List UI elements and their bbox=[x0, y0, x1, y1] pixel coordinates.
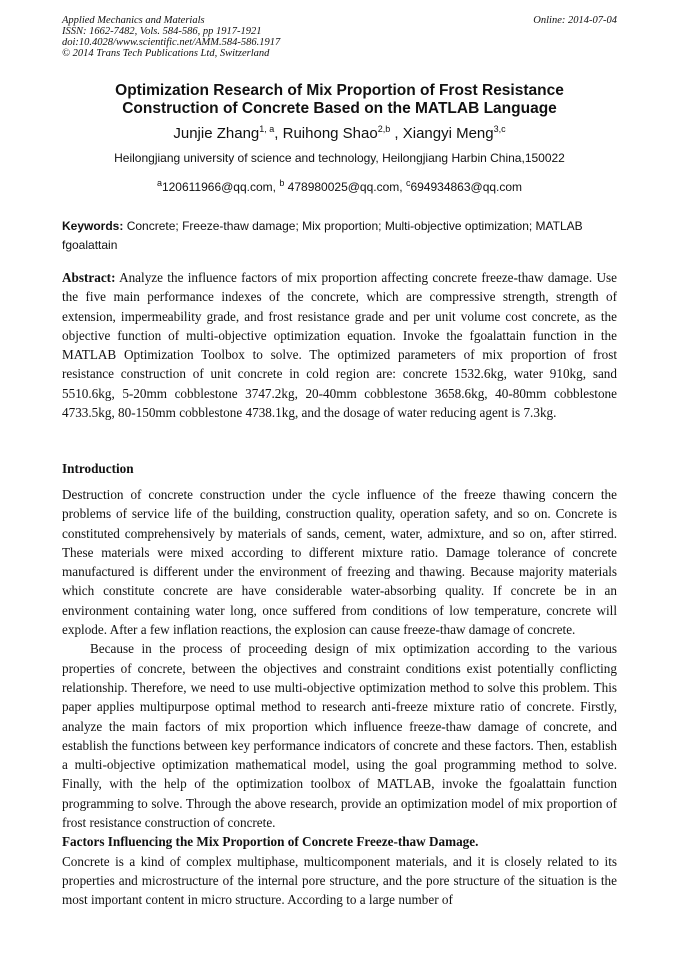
factors-heading: Factors Influencing the Mix Proportion of Concrete Freeze-thaw Damage. bbox=[62, 834, 479, 850]
doi-line: doi:10.4028/www.scientific.net/AMM.584-586.1917 bbox=[62, 37, 281, 48]
email-sup: a bbox=[156, 178, 162, 188]
author-sep: , bbox=[274, 125, 283, 142]
introduction-heading: Introduction bbox=[62, 461, 134, 476]
journal-name: Applied Mechanics and Materials bbox=[62, 15, 205, 26]
intro-paragraph-1: Destruction of concrete construction under the cycle influence of the freeze thawing concern the problems of service life of the building, construction quality, operation safety, and so on. Concrete is constituted comprehensively by materials of sands, cement, water, admixture, and so on, after stirred. These materials were mixed according to different mixture ratio. Damage tolerance of concrete manufactured is different under the environment of freezing and thawing. Because majority materials which constitute concrete are have considerable water-absorbing quality. If concrete be in an environment containing water long, once suffered from conditions of low temperature, concrete will explode. After a few inflation reactions, the explosion can cause freeze-thaw damage of concrete. bbox=[62, 487, 617, 638]
author-sup: 1, a bbox=[259, 124, 275, 134]
email-address: 120611966@qq.com, bbox=[161, 180, 280, 194]
title-line-1: Optimization Research of Mix Proportion of Frost Resistance bbox=[115, 82, 564, 99]
email-list bbox=[62, 178, 617, 194]
author-sup: 2,b bbox=[377, 124, 391, 134]
author-name: Xiangyi Meng bbox=[402, 125, 494, 142]
paper-title bbox=[62, 82, 617, 118]
keywords-text: Concrete; Freeze-thaw damage; Mix proportion; Multi-objective optimization; MATLAB fgoalattain bbox=[62, 219, 583, 252]
email-address: 694934863@qq.com bbox=[410, 180, 523, 194]
body-text bbox=[62, 485, 617, 910]
author-sup: 3,c bbox=[493, 124, 506, 134]
abstract-label: Abstract: bbox=[62, 270, 116, 285]
copyright-line: © 2014 Trans Tech Publications Ltd, Switzerland bbox=[62, 48, 270, 59]
abstract-text: Analyze the influence factors of mix proportion affecting concrete freeze-thaw damage. Use the five main performance indexes of the concrete, which are compressive strength, strength of extension, impermeability grade, and frost resistance grade and per unit volume cost concrete, as the objective function of multi-objective optimization equation. Invoke the fgoalattain function in the MATLAB Optimization Toolbox to solve. The optimized parameters of mix proportion of frost resistance construction of unit concrete in cold region are: concrete 1532.6kg, water 910kg, sand 5510.6kg, 5-20mm cobblestone 3747.2kg, 20-40mm cobblestone 3658.6kg, 40-80mm cobblestone 4733.5kg, 80-150mm cobblestone 4738.1kg, and the dosage of water reducing agent is 7.3kg. bbox=[62, 270, 617, 421]
factors-paragraph-1: Concrete is a kind of complex multiphase, multicomponent materials, and it is closely related to its properties and microstructure of the internal pore structure, and the pore structure of the situation is the most important content in micro structure. According to a large number of bbox=[62, 853, 617, 908]
email-address: 478980025@qq.com, bbox=[284, 180, 406, 194]
email-sup: c bbox=[405, 178, 411, 188]
affiliation: Heilongjiang university of science and technology, Heilongjiang Harbin China,150022 bbox=[114, 151, 565, 165]
title-line-2: Construction of Concrete Based on the MATLAB Language bbox=[122, 100, 557, 117]
keywords-block bbox=[62, 217, 617, 255]
intro-paragraph-2: Because in the process of proceeding design of mix optimization according to the various properties of concrete, between the objectives and constraint conditions exist potentially conflicting relationship. Therefore, we need to use multi-objective optimization method to solve this problem. This paper applies multipurpose optimal method to research anti-freeze mixture ratio of concrete. Firstly, analyze the main factors of mix proportion which influence freeze-thaw damage of concrete, and establish the functions between key performance indicators of concrete and these factors. Then, establish a multi-objective optimization mathematical model, using the goal programming method to solve. Finally, with the help of the optimization toolbox of MATLAB, invoke the fgoalattain function programming to solve. Through the above research, provide an optimization model of mix proportion of frost resistance construction of concrete. bbox=[62, 641, 617, 831]
issn-line: ISSN: 1662-7482, Vols. 584-586, pp 1917-1921 bbox=[62, 26, 262, 37]
author-name: Ruihong Shao bbox=[282, 125, 378, 142]
online-date: Online: 2014-07-04 bbox=[533, 15, 617, 26]
email-sup: b bbox=[279, 178, 285, 188]
author-name: Junjie Zhang bbox=[173, 125, 260, 142]
keywords-label: Keywords: bbox=[62, 219, 124, 233]
abstract-block bbox=[62, 268, 617, 422]
author-list bbox=[62, 124, 617, 142]
author-sep: , bbox=[390, 125, 403, 142]
journal-header bbox=[62, 15, 617, 59]
